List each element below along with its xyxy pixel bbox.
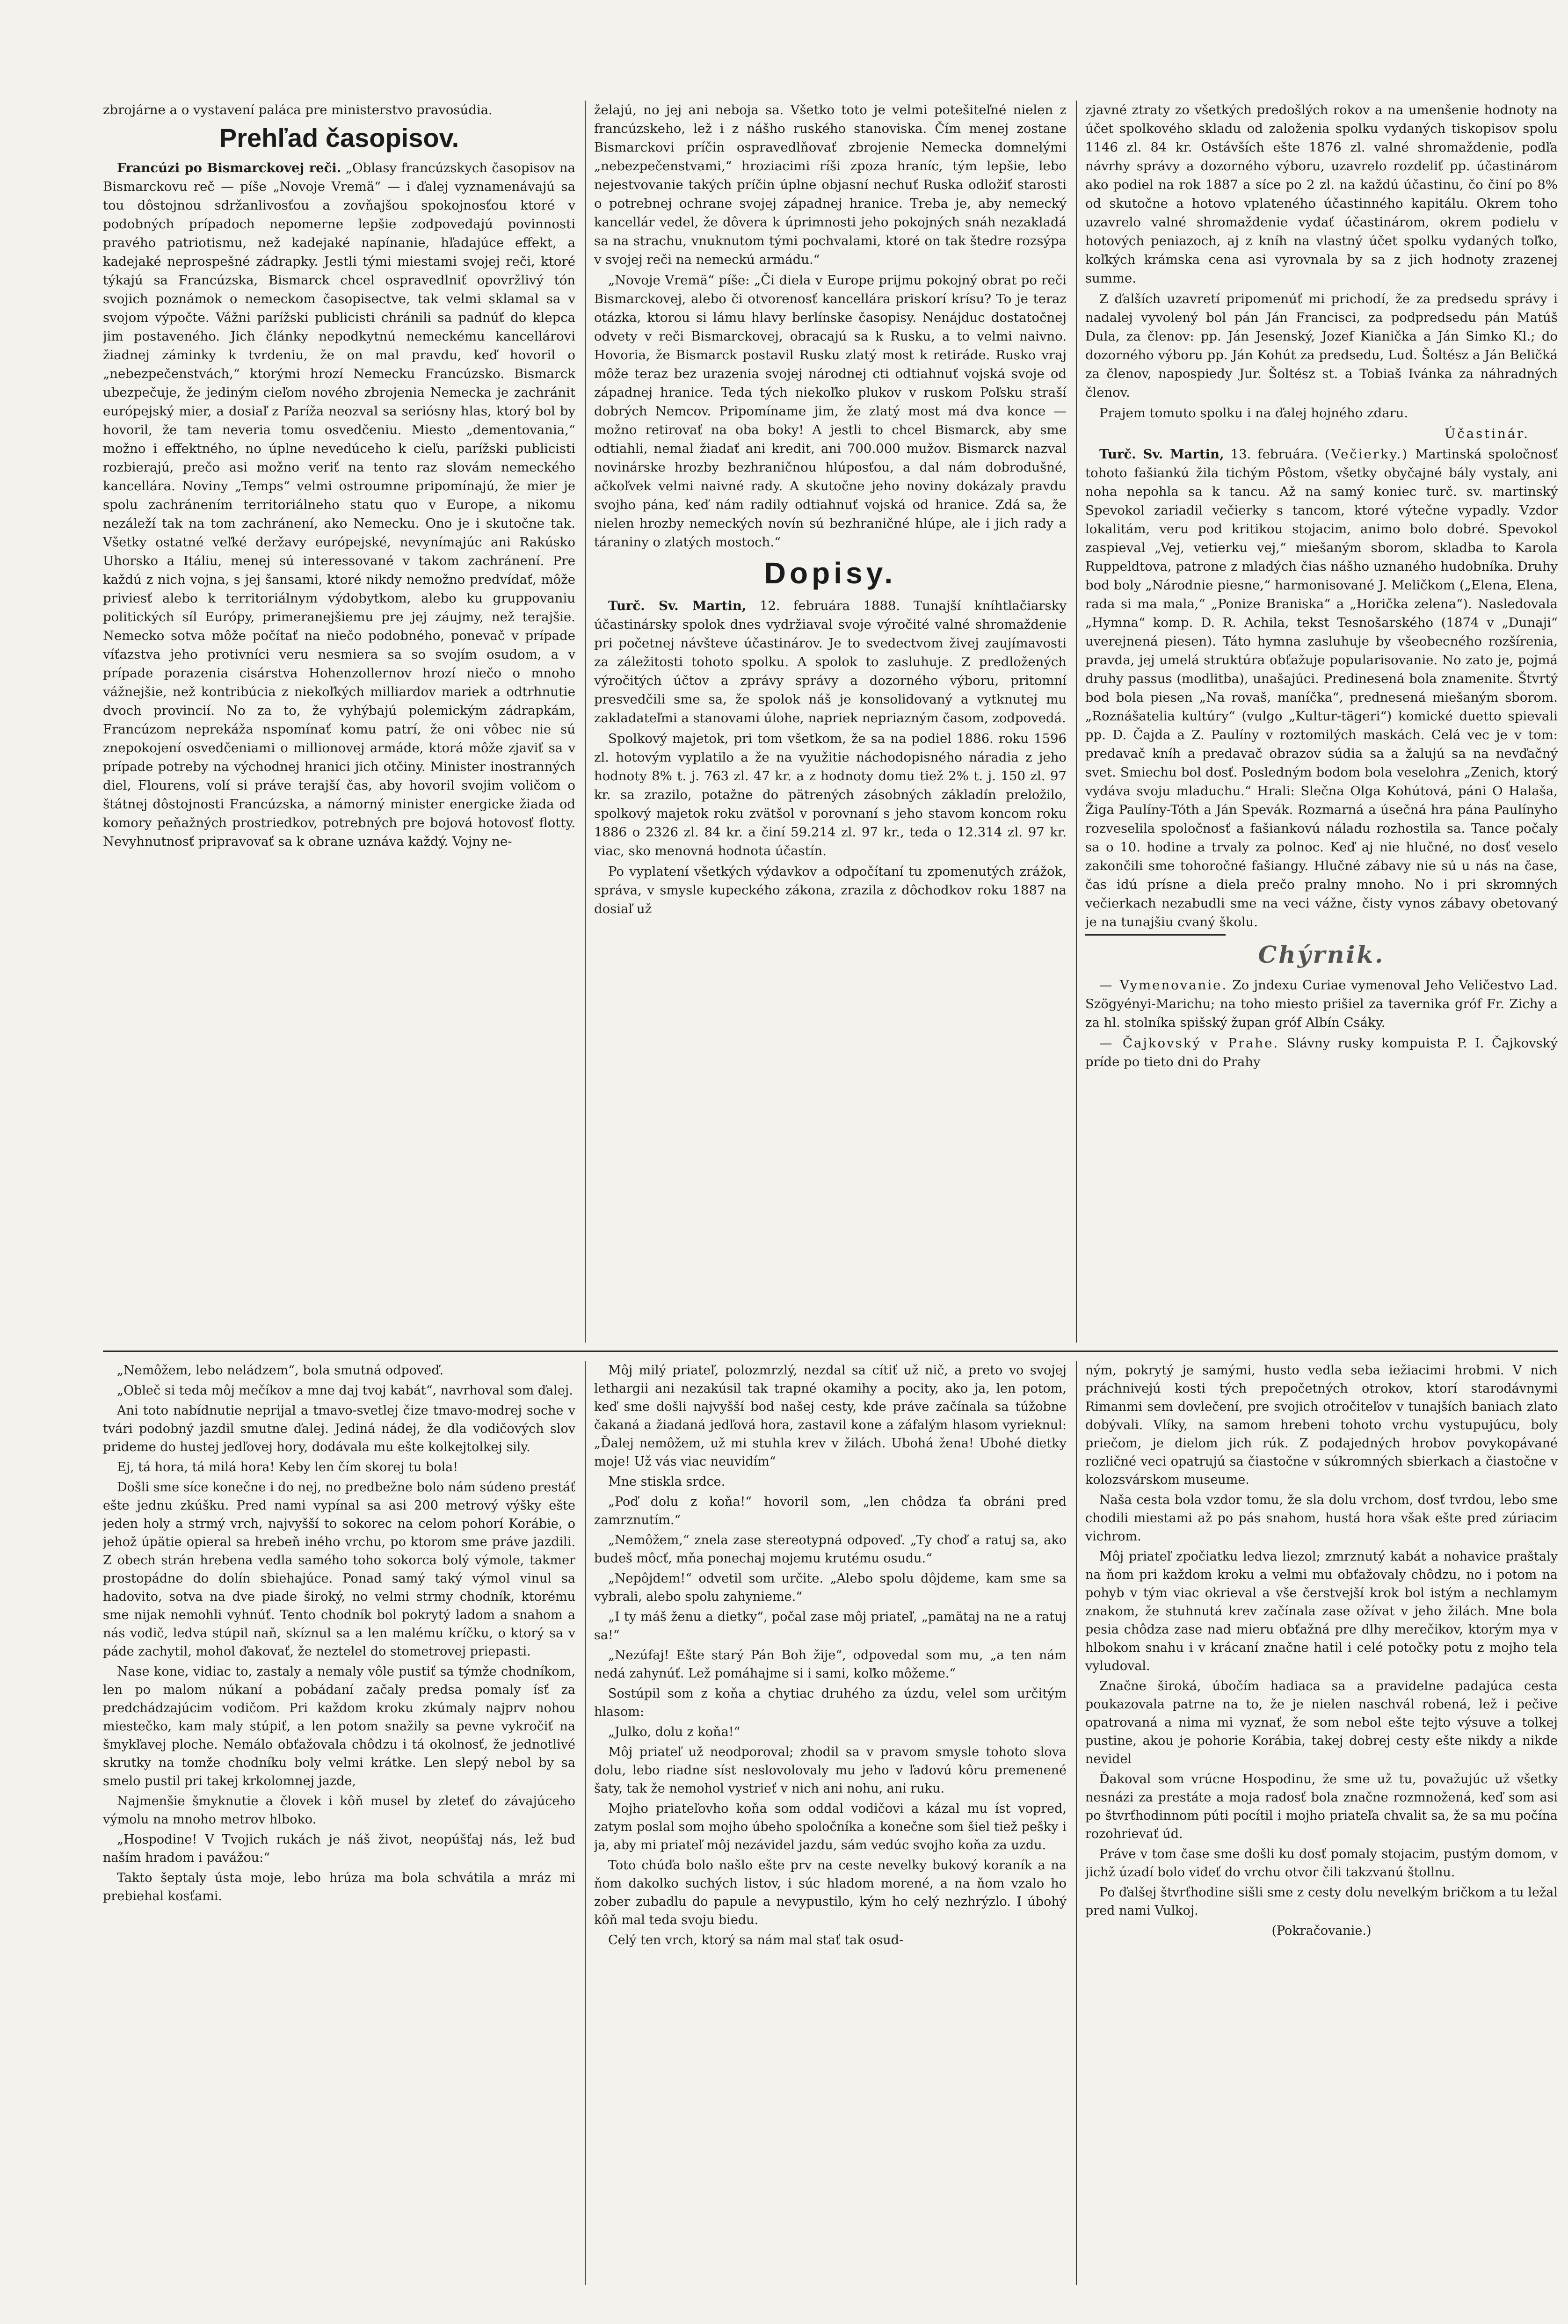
bottom-column-2 <box>594 1361 1067 2285</box>
story-paragraph: „Nepôjdem!“ odvetil som určite. „Alebo spolu dôjdeme, kam sme sa vybrali, alebo spolu zahynieme.“ <box>594 1571 1067 1604</box>
section-title-chyrnik: Chýrnik. <box>1258 941 1385 968</box>
bottom-column-3 <box>1085 1361 1558 2285</box>
story-paragraph: „Obleč si teda môj mečíkov a mne daj tvoj kabát“, navrhoval som ďalej. <box>117 1383 573 1398</box>
letter-paragraph: Z ďalších uzavretí pripomenúť mi prichodí, že za predsedu správy i nadalej vyvolený bol pán Ján Francisci, za podpredsedu pán Matúš Dula, za členov: pp. Ján Jesenský, Jozef Kianička a Ján Simko Kl.; do dozorného výboru pp. Ján Kohút za predsedu, Lud. Šoltész a Ján Beličká za členov, napospiedy Jur. Šoltész st. a Tobiaš Ivánka za náhradných členov. <box>1085 291 1558 400</box>
story-paragraph: Došli sme síce konečne i do nej, no predbežne bolo nám súdeno prestáť ešte jednu zkúšku. Pred nami vypínal sa asi 200 metrový výšky ešte jeden holy a strmý vrch, najvyšší to sokorec na celom pohorí Korábie, o jehož úpätie opieral sa hrebeň iného vrchu, po ktorom sme práve jazdili. Z obech strán hrebena vedla samého toho sokorca bolý výmole, takmer prostopádne do dolín sbiehajúce. Ponad samý taký výmol vinul sa hadovito, sotva na dve piade široký, no velmi strmy chodník, ktorému sme nijak nemohli vyhnúť. Tento chodník bol pokrytý ladom a snahom a nás vodič, ledva stúpil naň, skíznul sa a len malému kríčku, o ktorý sa v páde zachytil, mohol ďakovať, že neztelel do stometrovej priepasti. <box>103 1480 575 1659</box>
story-paragraph: Značne široká, úbočím hadiaca sa a pravidelne padajúca cesta poukazovala patrne na to, že je nielen naschvál robená, lež i pečive opatrovaná a nima mi vyznať, že som nebol ešte tejto výsuve a tolkej pustine, akou je pohorie Korábia, takej dobrej cesty ešte nikdy a nikde nevidel <box>1085 1679 1558 1766</box>
column-divider <box>1076 101 1077 1343</box>
letter-paragraph: Spolkový majetok, pri tom všetkom, že sa na podiel 1886. roku 1596 zl. hotovým vyplatilo a že na využitie náchodopisného náradia z jeho hodnoty 8% t. j. 763 zl. 47 kr. a z hodnoty domu tiež 2% t. j. 150 zl. 97 kr. sa zrazilo, potažne do pätrených zásobných základín preložilo, spolkový majetok roku zvätšol v porovnaní s jeho stavom koncom roku 1886 o 2326 zl. 84 kr. a činí 59.214 zl. 97 kr., teda o 12.314 zl. 97 kr. viac, sko menovná hodnota účastín. <box>594 731 1067 858</box>
newspaper-page <box>103 101 1568 2299</box>
continuation-note: (Pokračovanie.) <box>1271 1924 1372 1938</box>
story-paragraph: Ďakoval som vrúcne Hospodinu, že sme už tu, považujúc už všetky nesnázi za prestáte a moja radosť bola značne rozmnožená, keď som asi po štvrťhodinnom púti pocítil i mojho priateľa chvalit sa, že sa mu počína rozohrievať úd. <box>1085 1772 1558 1841</box>
story-paragraph: Takto šeptaly ústa moje, lebo hrúza ma bola schvátila a mráz mi prebiehal kosťami. <box>103 1871 575 1903</box>
article-continuation: želajú, no jej ani neboja sa. Všetko toto je velmi potešiteľné nielen z francúzskeho, lež i z nášho ruského stanoviska. Čím menej zostane Bismarckovi príčin ospravedlňovať zbrojenie Nemecka domnelými „nebezpečenstvami,“ hroziacimi ríši zpoza hraníc, tým lepšie, lebo nejestvovanie takých príčin úplne objasní nechuť Ruska odložiť starosti o potrebnej ochrane svojej západnej hranice. Treba je, aby nemecký kancellár vedel, že dôvera k úprimnosti jeho pokojných snáh nezakladá sa na strachu, vnuknutom tými pochvalami, ktoré on tak štedre rozsýpa v svojej reči na nemeckú armádu.“ <box>594 102 1067 267</box>
article-body: „Oblasy francúzskych časopisov na Bismarckovu reč — píše „Novoje Vremä“ — i ďalej vyznamenávajú sa tou dôstojnou sdržanlivosťou a zovňajšou spokojnosťou ktoré v podobných prípadoch nepomerne lepšie zodpovedajú povinnosti pravého patriotismu, než kadejaké napínanie, hľadajúce effekt, a kadejaké neprospešné zádrapky. Jestli tými miestami svojej reči, ktoré týkajú sa Francúzska, Bismarck chcel ospravedlniť opovržlivý tón svojich poznámok o nemeckom časopisectve, tak velmi sklamal sa v svojom výpočte. Vážni parížski publicisti chránili sa padnúť do klepca jim postaveného. Jich články nepodkytnú nemeckému kancellárovi žiadnej záminky k tvrdeniu, že on mal pravdu, keď hovoril o „nebezpečenstvách,“ ktorými hrozí Nemecku Francúzsko. Bismarck ubezpečuje, že jediným cieľom nového zbrojenia Nemecka je zachránit európejský mier, a dosiaľ z Paríža neozval sa seriósny hlas, ktorý bol by hovoril, že tam neveria tomu osvedčeniu. Miesto „dementovania,“ možno i effektného, no úplne nevedúceho k cieľu, parížski publicisti rozbierajú, prečo asi možno veriť na tento raz slovám nemeckého kancellára. Noviny „Temps“ velmi ostroumne pripomínajú, že mier je spolu zachránením territoriálneho statu quo v Europe, a nikomu nezáleží tak na tom zachránení, ako Nemecku. Ono je i skutočne tak. Všetky ostatné veľké deržavy európejské, nevynímajúc ani Rakúsko Uhorsko a Itáliu, menej sú interessované v takom zachránení. Pre každú z nich vojna, s jej šansami, ktoré nikdy nemožno predvídať, môže priviesť alebo k territoriálnym výdobytkom, alebo ku gruppovaniu politických síl Európy, primeranejšiemu pre jej záujmy, než terajšie. Nemecko sotva môže počítať na niečo podobného, ponevač v prípade víťazstva jeho protivníci veru nesmiera sa so svojím osudom, a v prípade porazenia cisárstva Hohenzollernov hrozí niečo o mnoho vážnejšie, než kontribúcia z niekoľkých milliardov mariek a odtrhnutie dvoch provincií. No za to, že vyhýbajú polemickým zádrapkám, Francúzom neprekáža nspomínať komu patrí, že oni vôbec nie sú znepokojení osvedčeniami o millionovej armáde, ktorá môže zjaviť sa v prípade potreby na východnej hranici jich otčiny. Minister inostranných diel, Flourens, volí si práve terajší čas, aby hovoril svojim voličom o štátnej dôstojnosti Francúzska, a námorný minister energicke žiada od komory peňažných prostriedkov, potrebných pre bojová hotovosť flotty. Nevyhnutnosť pripravovať sa k obrane uznáva každý. Vojny ne- <box>103 160 575 849</box>
story-paragraph: Po ďalšej štvrťhodine sišli sme z cesty dolu nevelkým bričkom a tu ležal pred nami Vulkoj. <box>1085 1885 1558 1918</box>
story-paragraph: ným, pokrytý je samými, husto vedla seba iežiacimi hrobmi. V nich práchnivejú kosti tých prepočetných otrokov, ktorí starodávnymi Rimanmi sem dovlečení, pre svojich otročiteľov v tunajších baniach zlato dobývali. Vlíky, na samom hrebeni tohoto vrchu vystupujúcu, boly priečom, je dielom jich rúk. Z podajedných hrobov povykopávané rozličné veci opatrujú sa čiastočne v súkromných sbierkach a čiastočne v kolozsvárskom museume. <box>1085 1363 1558 1487</box>
story-paragraph: Nase kone, vidiac to, zastaly a nemaly vôle pustiť sa týmže chodníkom, len po malom núkaní a pobádaní začaly predsa pomaly ísť za predchádzajúcim vodičom. Pri každom kroku zkúmaly najprv nohou miestečko, kam maly stúpiť, a len potom snažily sa pevne vykročiť na šmykľavej ploche. Nemálo obťažovala chôdzu i tá okolnosť, že jednotlivé skrutky na tomže chodníku boly velmi krátke. Len slepý nebol by sa smelo pustil pri takej krkolomnej jazde, <box>103 1664 575 1788</box>
article-lead-title: Francúzi po Bismarckovej reči. <box>117 160 341 175</box>
news-lead: — Vymenovanie. <box>1099 978 1228 993</box>
story-paragraph: Práve v tom čase sme došli ku dosť pomaly stojacim, pustým domom, v jichž úzadí bolo videť do vrchu otvor čili takzvanú štollnu. <box>1085 1847 1558 1880</box>
dateline-place: Turč. Sv. Martin, <box>608 598 747 613</box>
letter-continuation: zjavné ztraty zo všetkých predošlých rokov a na umenšenie hodnoty na účet spolkového skladu od založenia spolku vydaných tiskopisov spolu 1146 zl. 84 kr. Ostávších ešte 1876 zl. valné shromaždenie, podľa návrhy správy a dozorného výboru, uzavrelo rozdeliť pp. účastinárom ako podiel na rok 1887 a síce po 2 zl. na každú účastinu, čo činí po 8% od skutočne a hotovo vplateného účastinného kapitálu. Okrem toho uzavrelo valné shromaždenie vydať účastinárom, okrem podielu v hotových peniazoch, aj z kníh na vlastný účet spolku vydaných toľko, koľkých krámska cena asi vyrovnala by sa z jich hodnoty zrazenej summe. <box>1085 102 1558 286</box>
story-paragraph: Celý ten vrch, ktorý sa nám mal stať tak osud- <box>608 1933 904 1947</box>
story-paragraph: „Poď dolu z koňa!“ hovoril som, „len chôdza ťa obráni pred zamrznutím.“ <box>594 1495 1067 1527</box>
story-paragraph: „I ty máš ženu a dietky“, počal zase môj priateľ, „pamätaj na ne a ratuj sa!“ <box>594 1610 1067 1642</box>
letter-signature: Účastinár. <box>1445 426 1530 441</box>
story-paragraph: Ej, tá hora, tá milá hora! Keby len čím skorej tu bola! <box>117 1460 458 1474</box>
story-paragraph: Sostúpil som z koňa a chytiac druhého za úzdu, velel som určitým hlasom: <box>594 1686 1067 1719</box>
story-paragraph: „Nemôžem, lebo neládzem“, bola smutná odpoveď. <box>117 1363 444 1378</box>
article-paragraph: „Novoje Vremä“ píše: „Či diela v Europe prijmu pokojný obrat po reči Bismarckovej, alebo či otvorenosť kancellára priskorí krísu? To je teraz otázka, ktorou si lámu hlavy berlínske časopisy. Nenájduc dostatočnej odvety v reči Bismarckovej, obracajú sa k Rusku, a to velmi naivno. Hovoria, že Bismarck postavil Rusku zlatý most k retiráde. Rusko vraj môže teraz bez urazenia svojej národnej cti odtiahnuť vojská svoje od západnej hranice. Teda tých niekoľko plukov v ruskom Poľsku straší dobrých Nemcov. Pripomíname jim, že zlatý most má dva konce — možno retirovať na oba boky! A jestli to chcel Bismarck, aby sme odtiahli, nemal žiadať ani kredit, ani 700.000 mužov. Bismarck nazval novinárske hrozby bezhraničnou hlúposťou, a dal nám dobrodušné, ačkoľvek velmi naivné rady. A skutočne jeho noviny dokázaly pravdu svojho pána, keď nám radily odtiahnuť vojská od hranice. Zdá sa, že nielen hrozby nemeckých novín sú bezhraničné hlúpe, ale i jich rady a táraniny o zlatých mostoch.“ <box>594 273 1067 550</box>
story-paragraph: „Nezúfaj! Ešte starý Pán Boh žije“, odpovedal som mu, „a ten nám nedá zahynúť. Lež pomáhajme si i sami, koľko môžeme.“ <box>594 1648 1067 1681</box>
news-body: Zo jndexu Curiae vymenoval Jeho Veličestvo Lad. Szögyényi-Marichu; na toho miesto prišiel za tavernika gróf Fr. Zichy a za hl. stolníka spišský župan gróf Albín Csáky. <box>1085 978 1558 1030</box>
letter-body: Tunajší kníhtlačiarsky účastinársky spolok dnes vydržiaval svoje výročité valné shromaždenie pri početnej návšteve účastinárov. Je to svedectvom živej zaujímavosti za záležitosti tohoto spolku. A spolok to zasluhuje. Z predložených výročitých účtov a zprávy správy a dozorného výboru, pritomní presvedčili sme sa, že spolok náš je konsolidovaný a vytknutej mu zakladateľmi a stanovami úlohe, napriek nepriazným časom, zodpovedá. <box>594 598 1067 726</box>
top-column-2 <box>594 101 1067 1343</box>
story-paragraph: Naša cesta bola vzdor tomu, že sla dolu vrchom, dosť tvrdou, lebo sme chodili miestami až po pás snahom, hustá hora však ešte pred zúriacim vichrom. <box>1085 1493 1558 1544</box>
story-paragraph: Môj priateľ zpočiatku ledva liezol; zmrznutý kabát a nohavice praštaly na ňom pri každom kroku a velmi mu obťažovaly chôdzu, no i potom na pohyb v tým viac okrieval a vše čerstvejší krok bol istým a nechlamym znakom, že stuhnutá krev začínala zase ožívat v jeho žilách. Mne bola pesia chôdza zase nad mieru obťažná pre dlhy merečikov, ktorým mya v hlbokom snahu i v krácaní značne hatil i celé potočky potu z mojho tela vyludoval. <box>1085 1549 1558 1673</box>
dateline-place: Turč. Sv. Martin, <box>1099 447 1224 462</box>
feuilleton-separator <box>103 1351 1558 1352</box>
dateline-date: 13. februára. <box>1230 447 1318 462</box>
story-paragraph: Najmenšie šmyknutie a človek i kôň musel by zleteť do závajúceho výmolu na mnoho metrov hlboko. <box>103 1794 575 1827</box>
section-title-dopisy: Dopisy. <box>764 556 897 590</box>
story-paragraph: Toto chúďa bolo našlo ešte prv na ceste nevelky bukový koraník a na ňom dakolko suchých listov, i súc hladom morené, a na ňom vzalo ho zober zubadlu do papule a nevypustilo, kým ho celý nezhrýzlo. I úbohý kôň mal teda svoju biedu. <box>594 1858 1067 1927</box>
column-divider <box>585 1361 586 2285</box>
intro-text: zbrojárne a o vystavení paláca pre ministerstvo pravosúdia. <box>103 102 493 117</box>
section-divider <box>1085 934 1226 936</box>
top-column-3 <box>1085 101 1558 1343</box>
top-column-1 <box>103 101 575 1343</box>
letter-paragraph: Prajem tomuto spolku i na ďalej hojného zdaru. <box>1099 406 1408 421</box>
story-paragraph: Mne stiskla srdce. <box>608 1474 726 1489</box>
story-paragraph: „Nemôžem,“ znela zase stereotypná odpoveď. „Ty choď a ratuj sa, ako budeš môcť, mňa ponechaj mojemu krutému osudu.“ <box>594 1533 1067 1566</box>
letter-body: Martinská spoločnosť tohoto fašiankú žila tichým Pôstom, všetky obyčajné bály vystaly, ani noha nepohla sa k tancu. Až na samý koniec turč. sv. martinský Spevokol zariadil večierky s tancom, ktoré výtečne vypadly. Vzdor lokalitám, veru pod kritikou stojacim, animo bolo dobré. Spevokol zaspieval „Vej, vetierku vej,“ miešaným sborom, skladba to Karola Ruppeldtova, patrone z mladých čias nášho uznaného hudobníka. Druhy bod boly „Národnie piesne,“ harmonisované J. Meličkom („Elena, Elena, rada si ma mala,“ „Ponize Braniska“ a „Horička zelena“). Nasledovala „Hymna“ komp. D. R. Achila, tekst Tesnošarského (1874 v „Dunaji“ uverejnená piesen). Táto hymna zasluhuje by všeobecného rozšírenia, pravda, jej umelá struktúra obťažuje popularisovanie. No zato je, pojmá druhy passus (modlitba), unašajúci. Predinesená bola znamenite. Štvrtý bod bola piesen „Na rovaš, maníčka“, prednesená miešaným sborom. „Roznášatelia kultúry“ (vulgo „Kultur-tägeri“) komické duetto spievali pp. D. Čajda a Z. Paulíny v roztomilých maskách. Celá vec je v tom: predavač kníh a predavač obrazov súdia sa a žalujú sa na nevďačný svet. Smiechu bol dosť. Posledným bodom bola veselohra „Zenich, ktorý vydáva svoju mladuchu.“ Hrali: Slečna Olga Kohútová, páni O Halaša, Žiga Paulíny-Tóth a Ján Spevák. Rozmarná a úsečná hra pána Paulínyho rozveselila spoločnosť a fašiankovú náladu rozhostila sa. Tance počaly sa o 10. hodine a trvaly za polnoc. Keď aj nie hlučné, no dosť veselo zakončili sme tohoročné fašiangy. Hlučné zábavy nie sú u nás na čase, čas idú prísne a diela prečo pralny mnoho. No i pri skromných večierkach nezabudli sme na veci vážne, čisty vynos zábavy obetovaný je na tunajšiu cvaný školu. <box>1085 447 1558 930</box>
column-divider <box>1076 1361 1077 2285</box>
dateline-date: 12. februára 1888. <box>759 598 900 613</box>
story-paragraph: Ani toto nabídnutie neprijal a tmavo-svetlej čize tmavo-modrej soche v tvári podobný jazdil smutne ďalej. Jediná nádej, že dla vodičových slov prideme do hustej jedľovej hory, dodávala mu ešte kolkejtolkej sily. <box>103 1403 575 1454</box>
letter-paragraph: Po vyplatení všetkých výdavkov a odpočítaní tu zpomenutých zrážok, správa, v smysle kupeckého zákona, zrazila z dôchodkov roku 1887 na dosiaľ už <box>594 864 1067 916</box>
news-body: Slávny rusky kompuista P. I. Čajkovský príde po tieto dni do Prahy <box>1085 1036 1558 1069</box>
story-paragraph: Mojho priateľovho koňa som oddal vodičovi a kázal mu íst vopred, zatym poslal som mojho úbeho spoločníka a konečne som šiel tiež pešky i ja, aby mi priateľ môj nezávidel jazdu, sám vedúc svojho koňa za uzdu. <box>594 1801 1067 1852</box>
story-paragraph: Môj milý priateľ, polozmrzlý, nezdal sa cítiť už nič, a preto vo svojej lethargii ani nezakúsil tak trapné okamihy a pocity, ako ja, len potom, keď sme došli najvyšší bod našej cesty, kde práve začínala sa túžobne čakaná a žiadaná jedľová hora, zastavil kone a záfalým hlasom vyrieknul: „Ďalej nemôžem, už mi stuhla krev v žilách. Ubohá žena! Ubohé dietky moje! Už vás viac neuvidím“ <box>594 1363 1067 1469</box>
section-title-prehlad: Prehľad časopisov. <box>219 123 459 153</box>
column-divider <box>585 101 586 1343</box>
story-paragraph: „Hospodine! V Tvojich rukách je náš život, neopúšťaj nás, lež buď naším hradom i pavážou:“ <box>103 1832 575 1865</box>
story-paragraph: Môj priateľ už neodporoval; zhodil sa v pravom smysle tohoto slova dolu, lebo riadne síst neslovolovaly mu jeho v ľadovú kôru premenené šaty, tak že nemohol vystrieť v nich ani nohu, ani ruku. <box>594 1745 1067 1796</box>
bottom-column-1 <box>103 1361 575 2285</box>
dateline-tag: (Večierky.) <box>1325 447 1409 462</box>
news-lead: — Čajkovský v Prahe. <box>1099 1036 1279 1051</box>
story-paragraph: „Julko, dolu z koňa!“ <box>608 1725 740 1739</box>
